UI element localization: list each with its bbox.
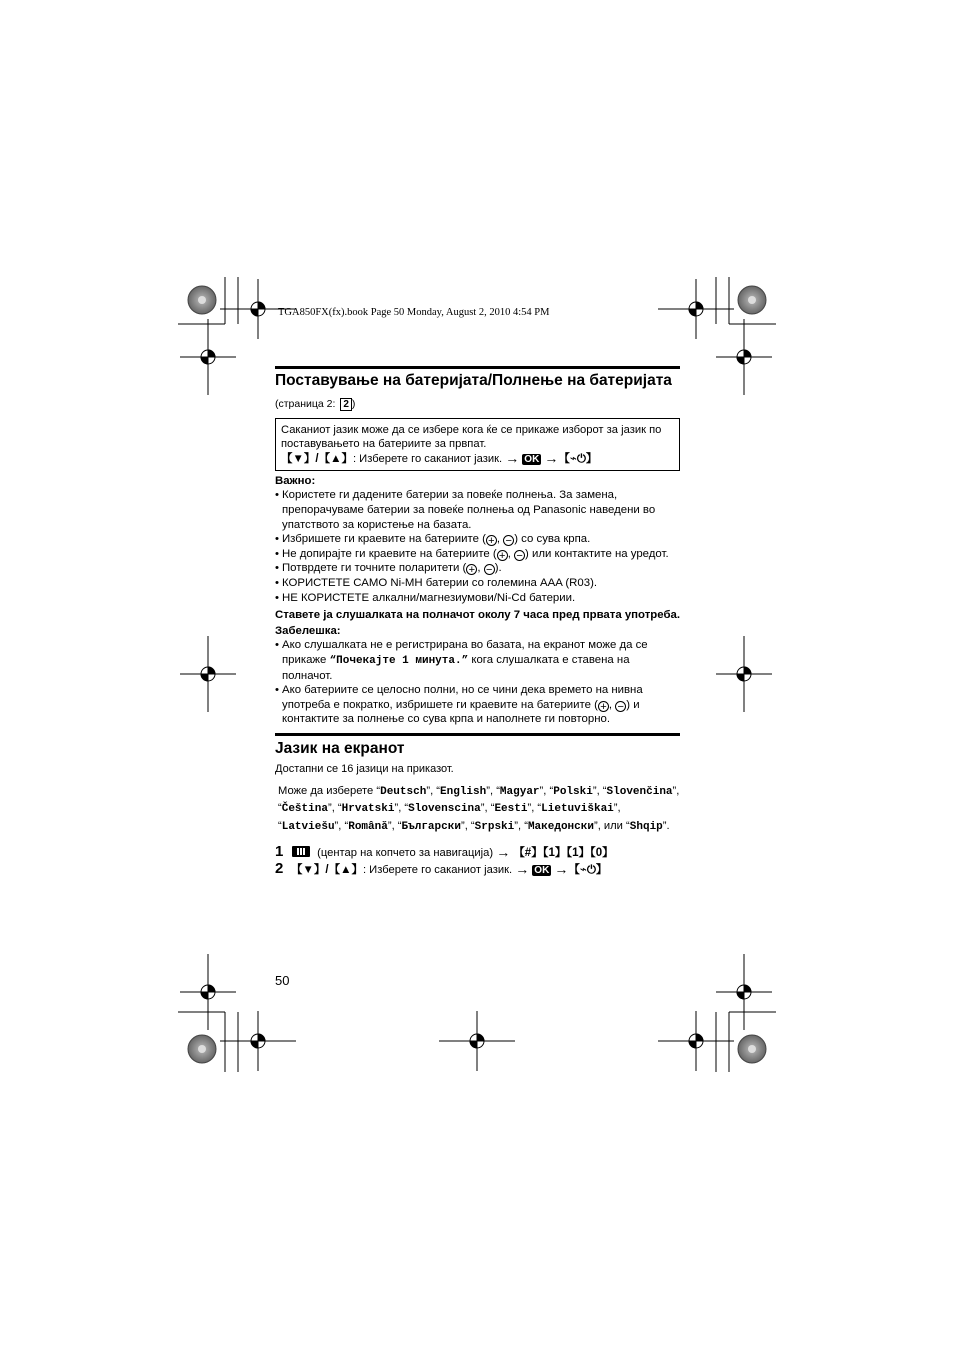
section-title: Јазик на екранот [275, 740, 405, 757]
plus-terminal-icon: + [466, 564, 477, 575]
language-option: Polski [553, 785, 593, 798]
key-sequence: 【#】【1】【1】【0】 [513, 847, 614, 860]
language-option: Română [348, 820, 388, 833]
language-option: Eesti [494, 803, 528, 816]
arrow-right-icon: → [505, 450, 520, 467]
language-option: Shqip [629, 820, 663, 833]
starburst-mark [188, 1035, 216, 1063]
arrow-right-icon: → [544, 450, 559, 467]
registration-target [180, 954, 236, 1030]
note-label: Забелешка: [275, 624, 341, 637]
language-list: Може да изберете “Deutsch”, “English”, “Magyar”, “Polski”, “Slovenčina”, “Čeština”, “Hrvatski”, “Slovenscina”, “Eesti”, “Lietuviškai”, “Latviešu”, “Română”, “Български”, “Srpski”, “Македонски”, или “Shqip”. [278, 784, 680, 833]
language-option: English [440, 785, 487, 798]
language-info-box: Саканиот јазик може да се избере кога ќе се прикаже изборот за јазик по поставувањето на батериите за првпат. 【▼】/【▲】: Изберете го саканиот јазик. → OK →【⌁⏻】 [275, 418, 680, 471]
important-label: Важно: [275, 474, 316, 487]
language-option: Srpski [474, 820, 515, 833]
list-item: • Избришете ги краевите на батериите ( + , − ) со сува крпа. [275, 532, 680, 547]
available-languages-text: Достапни се 16 јазици на приказот. [275, 763, 454, 775]
registration-target [220, 1011, 296, 1071]
language-option: Lietuviškai [541, 803, 614, 816]
starburst-mark [738, 286, 766, 314]
list-item: • КОРИСТЕТЕ САМО Ni-MH батерии со големина AAA (R03). [275, 576, 680, 591]
list-item: • Ако батериите се целосно полни, но се чини дека времето на нивна употреба е пократко, избришете ги краевите на батериите ( + , − ) и контактите за полнење со сува крпа и наполнете ги повторно. [275, 683, 680, 727]
minus-terminal-icon: − [503, 535, 514, 546]
section-rule [275, 366, 680, 369]
ok-key-icon: OK [534, 865, 550, 877]
important-list [275, 488, 680, 605]
language-option: Magyar [499, 785, 540, 798]
plus-terminal-icon: + [497, 550, 508, 561]
list-item: • Ако слушалката не е регистрирана во базата, на екранот може да се прикаже “Почекајте 1 минута.” кога слушалката е ставена на полначот. [275, 638, 680, 683]
list-item: • Потврдете ги точните поларитети ( + , − ). [275, 561, 680, 576]
language-option: Latviešu [281, 820, 335, 833]
section-rule [275, 733, 680, 736]
language-option: Slovenčina [606, 785, 673, 798]
starburst-mark [738, 1035, 766, 1063]
arrow-right-icon: → [554, 861, 569, 878]
registration-target [439, 1011, 515, 1071]
book-header-line: TGA850FX(fx).book Page 50 Monday, August 2, 2010 4:54 PM [278, 307, 550, 318]
steps [275, 844, 680, 878]
nav-up-down-keys: 【▼】/【▲】 [291, 864, 363, 877]
charge-time-note: Ставете ја слушалката на полначот околу 7 часа пред првата употреба. [275, 609, 680, 622]
display-message: “Почекајте 1 минута.” [329, 654, 469, 667]
step-2: 2 【▼】/【▲】: Изберете го саканиот јазик. → OK →【⌁⏻】 [275, 860, 608, 878]
list-item: • Не допирајте ги краевите на батериите ( + , − ) или контактите на уредот. [275, 547, 680, 562]
language-option: Hrvatski [341, 803, 395, 816]
list-item: • НЕ КОРИСТЕТЕ алкални/магнезиумови/Ni-Cd батерии. [275, 591, 680, 606]
registration-target [658, 279, 734, 339]
step-1: 1 (центар на копчето за навигација) → 【#】【1】【1】【0】 [275, 843, 614, 861]
registration-target [658, 1011, 734, 1071]
minus-terminal-icon: − [514, 550, 525, 561]
note-list [275, 638, 680, 727]
registration-target [716, 319, 772, 395]
page-number: 50 [275, 973, 290, 988]
arrow-right-icon: → [496, 844, 511, 861]
nav-up-down-keys: 【▼】/【▲】 [281, 453, 353, 466]
off-key-icon: 【⌁⏻】 [568, 864, 608, 877]
language-option: Deutsch [380, 785, 427, 798]
language-nav-line: 【▼】/【▲】: Изберете го саканиот јазик. → OK →【⌁⏻】 [281, 450, 598, 467]
registration-target [180, 319, 236, 395]
section-display-language [275, 740, 680, 878]
page-reference: (страница 2: 2 ) [275, 398, 356, 410]
off-key-icon: 【⌁⏻】 [558, 453, 598, 466]
minus-terminal-icon: − [615, 701, 626, 712]
plus-terminal-icon: + [598, 701, 609, 712]
language-option: Македонски [527, 820, 594, 833]
starburst-mark [188, 286, 216, 314]
menu-icon [292, 846, 310, 857]
minus-terminal-icon: − [484, 564, 495, 575]
section-battery [275, 372, 680, 727]
plus-terminal-icon: + [486, 535, 497, 546]
registration-target [716, 636, 772, 712]
list-item: • Користете ги дадените батерии за повеќе полнења. За замена, препорачуваме батерии за повеќе полнења од Panasonic наведени во упатството за користење на базата. [275, 488, 680, 532]
language-option: Slovenscina [408, 803, 481, 816]
ok-key-icon: OK [524, 454, 540, 466]
registration-target [180, 636, 236, 712]
arrow-right-icon: → [515, 861, 530, 878]
registration-target [716, 954, 772, 1030]
language-option: Čeština [281, 803, 328, 816]
page-ref-number: 2 [340, 398, 352, 411]
section-title: Поставување на батеријата/Полнење на батеријата [275, 372, 672, 389]
language-option: Български [401, 820, 461, 833]
